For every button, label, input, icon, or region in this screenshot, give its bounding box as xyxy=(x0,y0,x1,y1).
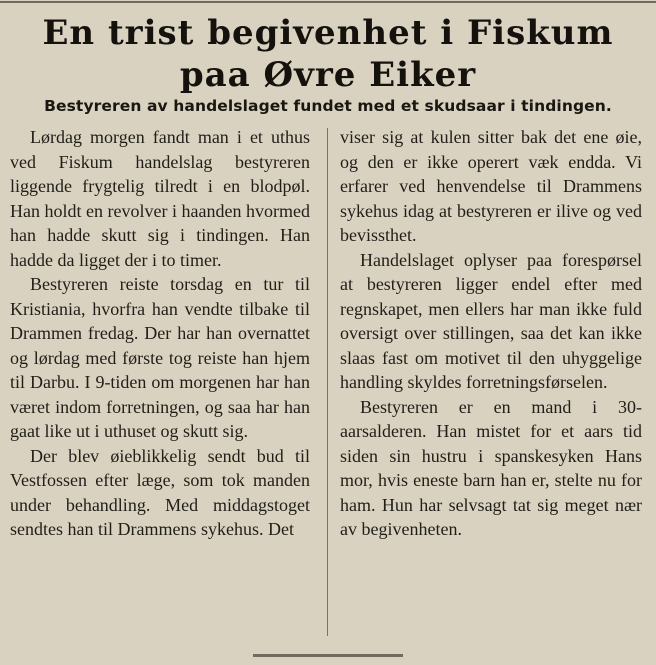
headline-line-2: paa Øvre Eiker xyxy=(179,55,477,95)
column-divider xyxy=(327,128,328,636)
left-column xyxy=(10,125,310,542)
bottom-rule xyxy=(253,654,403,657)
paragraph: Bestyreren er en mand i 30-aarsalderen. Han mistet for et aars tid siden sin hustru i spanskesyken Hans mor, hvis eneste barn han er, stelte nu for ham. Hun har selvsagt tat sig meget nær av begivenheten. xyxy=(340,396,642,539)
top-rule xyxy=(0,1,656,3)
paragraph: Lørdag morgen fandt man i et uthus ved Fiskum handelslag bestyreren liggende frygtelig tilredt i en blodpøl. Han holdt en revolver i haanden hvormed han hadde skutt sig i tindingen. Han hadde da ligget der i to timer. xyxy=(10,127,310,270)
right-column xyxy=(340,125,642,542)
paragraph: Handelslaget oplyser paa forespørsel at bestyreren ligger endel efter med regnskapet, men ellers har man ikke fuld oversigt over stillingen, saa det kan ikke slaas fast om motivet til den uhyggelige handling skyldes forretningsførselen. xyxy=(340,249,642,392)
paragraph: Bestyreren reiste torsdag en tur til Kristiania, hvorfra han vendte tilbake til Drammen fredag. Der har han overnattet og lørdag med første tog reiste han hjem til Darbu. I 9-tiden om morgenen har han været indom forretningen, og saa har han gaat like ut i uthuset og skutt sig. xyxy=(10,274,310,441)
subheadline: Bestyreren av handelslaget fundet med et skudsaar i tindingen. xyxy=(44,97,612,115)
paragraph: Der blev øieblikkelig sendt bud til Vestfossen efter læge, som tok manden under behandling. Med middagstoget sendtes han til Drammens sykehus. Det xyxy=(10,445,310,539)
paragraph: viser sig at kulen sitter bak det ene øie, og den er ikke operert væk endda. Vi erfarer ved henvendelse til Drammens sykehus idag at bestyreren er ilive og ved bevissthet. xyxy=(340,127,642,245)
headline-line-1: En trist begivenhet i Fiskum xyxy=(42,13,614,53)
